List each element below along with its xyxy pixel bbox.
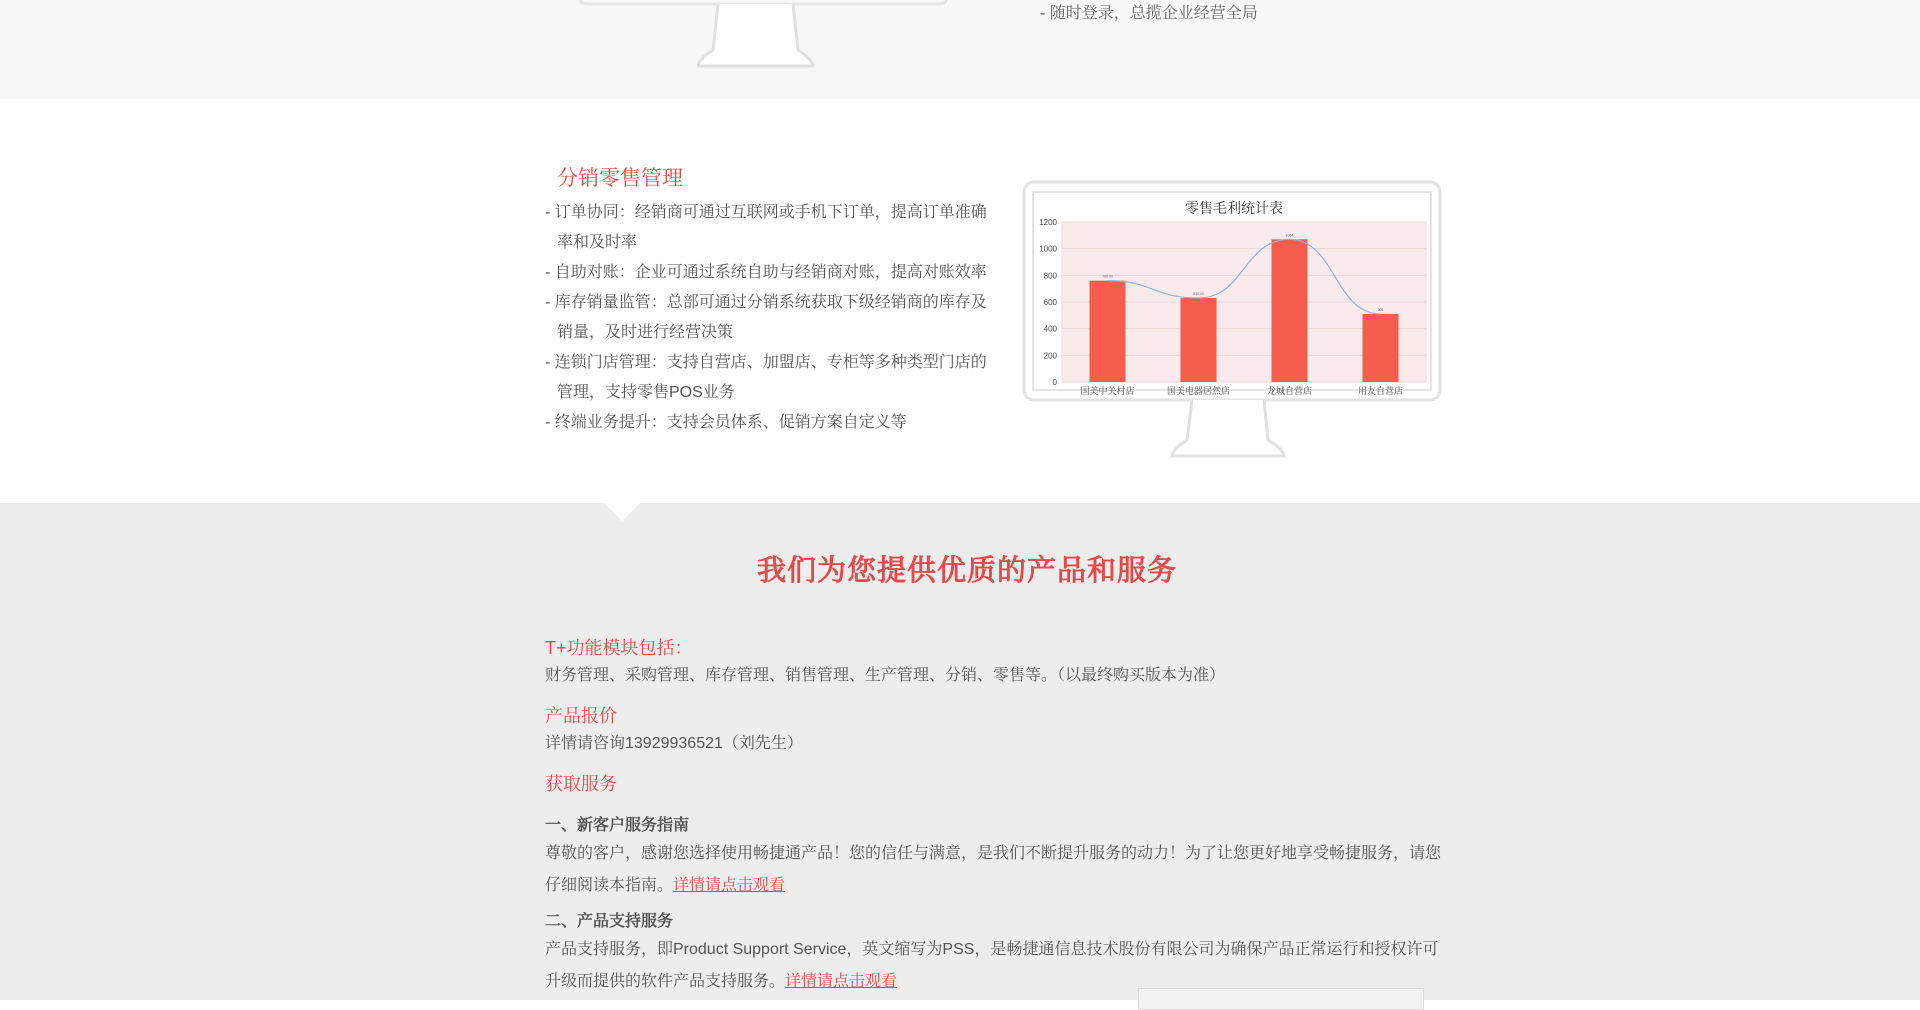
bar	[1363, 314, 1399, 382]
monitor-stand	[1172, 400, 1284, 456]
get-service-title: 获取服务	[545, 774, 617, 794]
support-detail-link[interactable]: 详情请点击观看	[785, 973, 898, 990]
guide-text: 尊敬的客户，感谢您选择使用畅捷通产品！您的信任与满意，是我们不断提升服务的动力！为了让您更好地享受畅捷服务，请您仔细阅读本指南。	[545, 845, 1442, 894]
price-description: 详情请咨询13929936521（刘先生）	[545, 735, 803, 752]
y-tick-label: 1200	[1039, 218, 1057, 227]
floating-panel-edge	[1138, 988, 1424, 1010]
guide-heading: 一、新客户服务指南	[545, 817, 690, 834]
top-feature-item: - 随时登录，总揽企业经营全局	[1040, 5, 1258, 22]
y-tick-label: 200	[1043, 351, 1057, 361]
feature-item: - 订单协同：经销商可通过互联网或手机下订单，提高订单准确率和及时率	[545, 204, 987, 251]
modules-title: T+功能模块包括：	[545, 638, 693, 658]
feature-item: - 终端业务提升：支持会员体系、促销方案自定义等	[545, 414, 907, 431]
guide-paragraph	[545, 838, 1450, 902]
modules-description: 财务管理、采购管理、库存管理、销售管理、生产管理、分销、零售等。（以最终购买版本为准）	[545, 667, 1226, 684]
data-label: 630.00	[1193, 292, 1204, 296]
y-tick-label: 600	[1043, 298, 1057, 307]
retail-profit-chart	[1022, 180, 1442, 460]
bar	[1181, 298, 1217, 382]
services-heading: 我们为您提供优质的产品和服务	[756, 555, 1177, 587]
monitor-illustration-top	[578, 0, 948, 70]
section-pointer	[604, 503, 640, 521]
support-text: 产品支持服务，即Product Support Service，英文缩写为PSS，是畅捷通信息技术股份有限公司为确保产品正常运行和授权许可升级而提供的软件产品支持服务。	[545, 941, 1439, 990]
x-tick-label: 国美中关村店	[1080, 386, 1135, 396]
bar	[1090, 281, 1126, 382]
y-tick-label: 800	[1043, 271, 1057, 281]
data-label: 1064	[1285, 233, 1294, 238]
x-tick-label: 国美电器居然店	[1166, 386, 1231, 396]
y-tick-label: 1000	[1039, 244, 1057, 254]
section-title-retail: 分销零售管理	[557, 167, 683, 190]
feature-item: - 自助对账：企业可通过系统自助与经销商对账，提高对账效率	[545, 264, 987, 281]
top-band	[0, 0, 1920, 99]
feature-item: - 库存销量监管：总部可通过分销系统获取下级经销商的库存及销量，及时进行经营决策	[545, 294, 987, 341]
chart-title: 零售毛利统计表	[1185, 200, 1283, 216]
support-heading: 二、产品支持服务	[545, 913, 674, 930]
data-label: 505	[1377, 308, 1384, 312]
price-title: 产品报价	[545, 706, 617, 726]
guide-detail-link[interactable]: 详情请点击观看	[673, 877, 786, 894]
retail-feature-list	[545, 198, 995, 438]
feature-item: - 连锁门店管理：支持自营店、加盟店、专柜等多种类型门店的管理，支持零售POS业务	[545, 354, 987, 401]
bar	[1272, 239, 1308, 382]
x-tick-label: 用友自营店	[1357, 386, 1404, 396]
y-tick-label: 400	[1043, 324, 1057, 334]
data-label: 760.00	[1102, 274, 1113, 279]
y-tick-label: 0	[1052, 378, 1057, 387]
x-tick-label: 龙城自营店	[1266, 386, 1313, 396]
